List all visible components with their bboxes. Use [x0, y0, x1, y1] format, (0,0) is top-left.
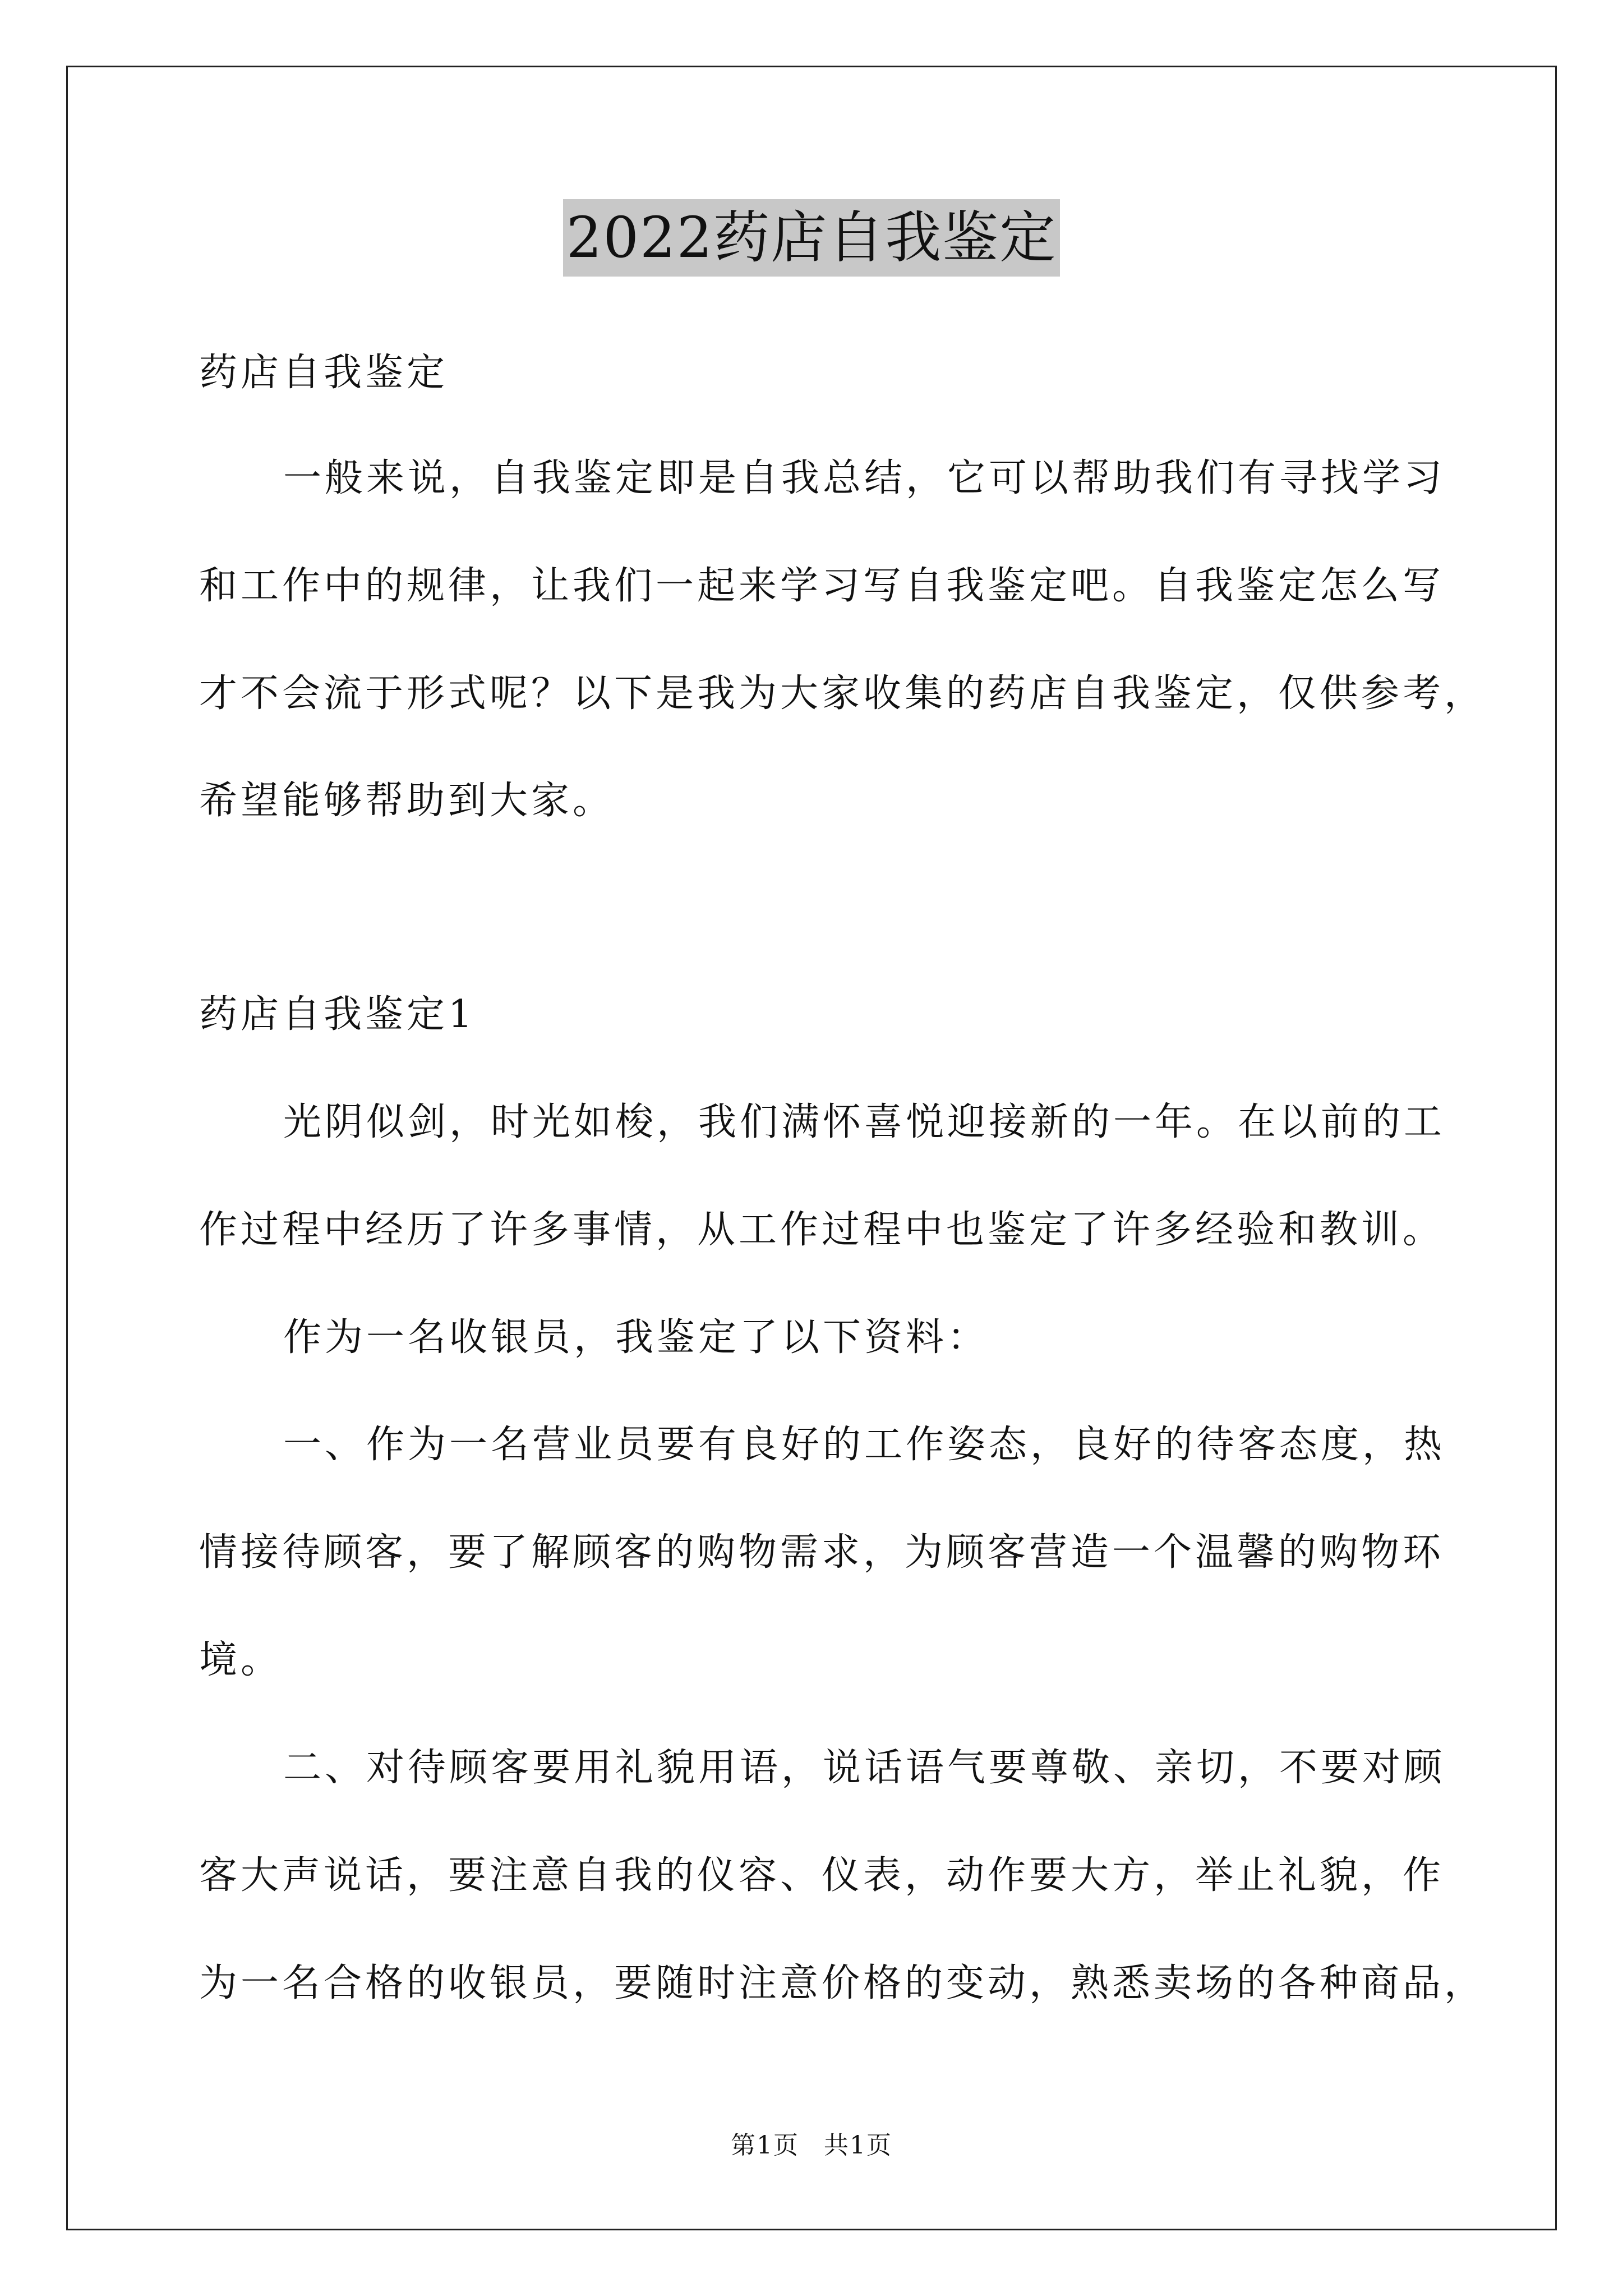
section-line: 光阴似剑，时光如梭，我们满怀喜悦迎接新的一年。在以前的工 — [283, 1100, 1446, 1144]
document-title: 2022药店自我鉴定 — [563, 199, 1061, 277]
section-line: 作为一名收银员，我鉴定了以下资料： — [283, 1315, 989, 1360]
section-line: 客大声说话，要注意自我的仪容、仪表，动作要大方，举止礼貌，作 — [199, 1853, 1445, 1898]
section-line: 作过程中经历了许多事情，从工作过程中也鉴定了许多经验和教训。 — [199, 1208, 1445, 1252]
page-footer — [0, 2129, 1623, 2162]
page-current: 第1页 — [731, 2131, 799, 2160]
intro-line: 一般来说，自我鉴定即是自我总结，它可以帮助我们有寻找学习 — [283, 456, 1446, 500]
section-line: 二、对待顾客要用礼貌用语，说话语气要尊敬、亲切，不要对顾 — [283, 1746, 1446, 1790]
section-line: 境。 — [199, 1638, 283, 1682]
intro-line: 和工作中的规律，让我们一起来学习写自我鉴定吧。自我鉴定怎么写 — [199, 564, 1445, 608]
subheading: 药店自我鉴定 — [199, 351, 449, 395]
intro-line: 希望能够帮助到大家。 — [199, 779, 615, 823]
title-container — [0, 199, 1623, 277]
section-line: 一、作为一名营业员要有良好的工作姿态，良好的待客态度，热 — [283, 1423, 1446, 1467]
intro-line: 才不会流于形式呢？以下是我为大家收集的药店自我鉴定，仅供参考， — [199, 671, 1486, 716]
page-total: 共1页 — [824, 2131, 892, 2160]
section-line: 情接待顾客，要了解顾客的购物需求，为顾客营造一个温馨的购物环 — [199, 1530, 1445, 1575]
section-heading: 药店自我鉴定1 — [199, 992, 476, 1037]
section-line: 为一名合格的收银员，要随时注意价格的变动，熟悉卖场的各种商品， — [199, 1961, 1486, 2005]
